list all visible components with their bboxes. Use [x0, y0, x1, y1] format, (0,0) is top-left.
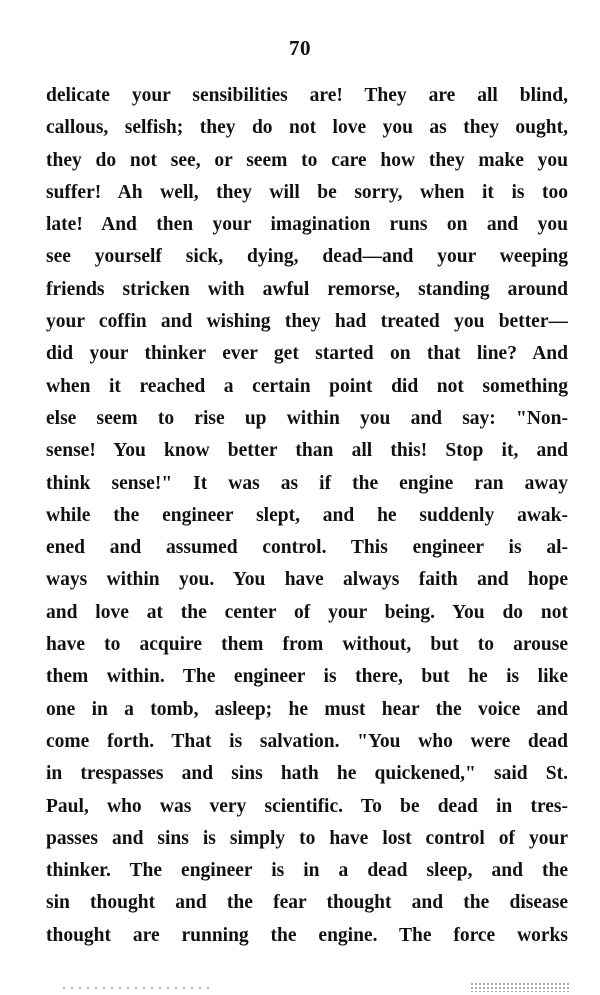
text-line: in trespasses and sins hath he quickened," said St. [46, 763, 568, 785]
text-line: while the engineer slept, and he suddenly awak- [46, 504, 568, 526]
text-line: delicate your sensibilities are! They are all blind, [46, 85, 568, 106]
text-line: ened and assumed control. This engineer is al- [46, 537, 568, 559]
text-line: Paul, who was very scientific. To be dead in tres- [46, 795, 568, 817]
text-line: and love at the center of your being. You do not [46, 601, 568, 623]
text-line: your coffin and wishing they had treated you better— [46, 311, 568, 333]
scan-dots-right [470, 982, 570, 992]
text-line: suffer! Ah well, they will be sorry, when it is too [46, 181, 568, 203]
text-line: passes and sins is simply to have lost control of your [46, 827, 568, 849]
scan-dots-left [60, 986, 210, 990]
text-line: thought are running the engine. The force works [46, 924, 568, 946]
text-line: when it reached a certain point did not something [46, 375, 568, 397]
body-text [46, 80, 568, 952]
text-line: they do not see, or seem to care how they make you [46, 149, 568, 171]
text-line: sin thought and the fear thought and the disease [46, 892, 568, 914]
text-line: think sense!" It was as if the engine ran away [46, 472, 568, 494]
text-line: one in a tomb, asleep; he must hear the voice and [46, 698, 568, 720]
text-line: else seem to rise up within you and say: "Non- [46, 407, 568, 429]
text-line: them within. The engineer is there, but he is like [46, 666, 568, 688]
page-number: 70 [289, 36, 311, 60]
text-line: ways within you. You have always faith and hope [46, 569, 568, 591]
text-line: thinker. The engineer is in a dead sleep, and the [46, 860, 568, 882]
text-line: come forth. That is salvation. "You who were dead [46, 730, 568, 752]
text-line: sense! You know better than all this! Stop it, and [46, 440, 568, 462]
text-line: friends stricken with awful remorse, standing around [46, 278, 568, 300]
scan-noise [0, 982, 600, 995]
text-line: see yourself sick, dying, dead—and your weeping [46, 246, 568, 268]
text-line: have to acquire them from without, but to arouse [46, 634, 568, 656]
text-line: did your thinker ever get started on that line? And [46, 343, 568, 365]
text-line: late! And then your imagination runs on and you [46, 214, 568, 236]
text-line: callous, selfish; they do not love you as they ought, [46, 117, 568, 139]
